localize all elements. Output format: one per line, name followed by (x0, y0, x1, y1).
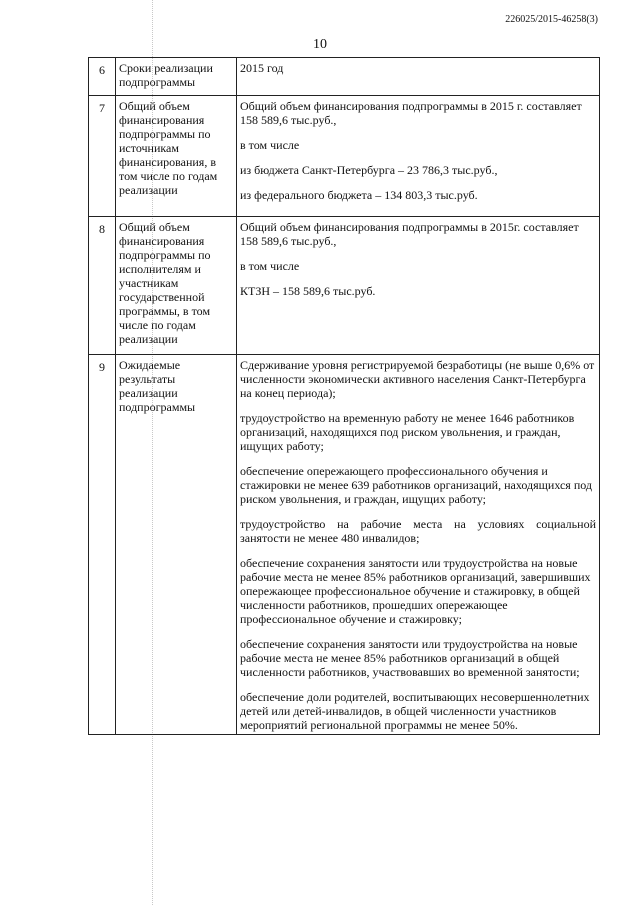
content-paragraph: Общий объем финансирования подпрограммы в 2015г. составляет 158 589,6 тыс.руб., (240, 220, 579, 248)
row-label: Общий объем финансирования подпрограммы по исполнителям и участникам государственной программы, в том числе по годам реализации (116, 217, 237, 355)
row-label: Ожидаемые результаты реализации подпрограммы (116, 355, 237, 735)
content-paragraph: Сдерживание уровня регистрируемой безработицы (не выше 0,6% от численности экономически активного населения Санкт-Петербурга на конец периода); (240, 358, 595, 400)
row-content (237, 58, 600, 96)
content-paragraph: КТЗН – 158 589,6 тыс.руб. (240, 284, 376, 298)
document-id: 226025/2015-46258(3) (505, 14, 598, 25)
row-number: 6 (89, 58, 116, 96)
subprogram-passport-table (88, 57, 600, 735)
content-paragraph: трудоустройство на временную работу не менее 1646 работников организаций, находящихся под риском увольнения, и граждан, ищущих работу; (240, 411, 575, 453)
content-paragraph: трудоустройство на рабочие места на условиях социальной занятости не менее 480 инвалидов; (240, 517, 596, 545)
content-paragraph: Общий объем финансирования подпрограммы в 2015 г. составляет 158 589,6 тыс.руб., (240, 99, 582, 127)
row-number: 9 (89, 355, 116, 735)
table-row (89, 58, 600, 96)
page-number: 10 (313, 37, 327, 52)
row-label: Общий объем финансирования подпрограммы по источникам финансирования, в том числе по годам реализации (116, 96, 237, 217)
row-label: Сроки реализации подпрограммы (116, 58, 237, 96)
content-paragraph: из федерального бюджета – 134 803,3 тыс.руб. (240, 188, 478, 202)
content-paragraph: обеспечение сохранения занятости или трудоустройства на новые рабочие места не менее 85% работников организаций в общей численности работников, участвовавших во временной занятости; (240, 637, 580, 679)
row-content (237, 96, 600, 217)
table-row (89, 96, 600, 217)
content-paragraph: в том числе (240, 259, 300, 273)
content-paragraph: из бюджета Санкт-Петербурга – 23 786,3 тыс.руб., (240, 163, 498, 177)
row-number: 7 (89, 96, 116, 217)
table-row (89, 355, 600, 735)
content-paragraph: обеспечение сохранения занятости или трудоустройства на новые рабочие места не менее 85% работников организаций, завершивших опережающее профессиональное обучение и стажировку, в общей численности работников, прошедших опережающее профессиональное обучение и стажировку; (240, 556, 591, 626)
content-paragraph: 2015 год (240, 61, 284, 75)
content-paragraph: обеспечение доли родителей, воспитывающих несовершеннолетних детей или детей-инвалидов, в общей численности участников мероприятий региональной программы не менее 50%. (240, 690, 590, 732)
content-paragraph: обеспечение опережающего профессионального обучения и стажировки не менее 639 работников организаций, находящихся под риском увольнения, и граждан, ищущих работу; (240, 464, 593, 506)
row-number: 8 (89, 217, 116, 355)
content-paragraph: в том числе (240, 138, 300, 152)
table-row (89, 217, 600, 355)
row-content (237, 355, 600, 735)
row-content (237, 217, 600, 355)
